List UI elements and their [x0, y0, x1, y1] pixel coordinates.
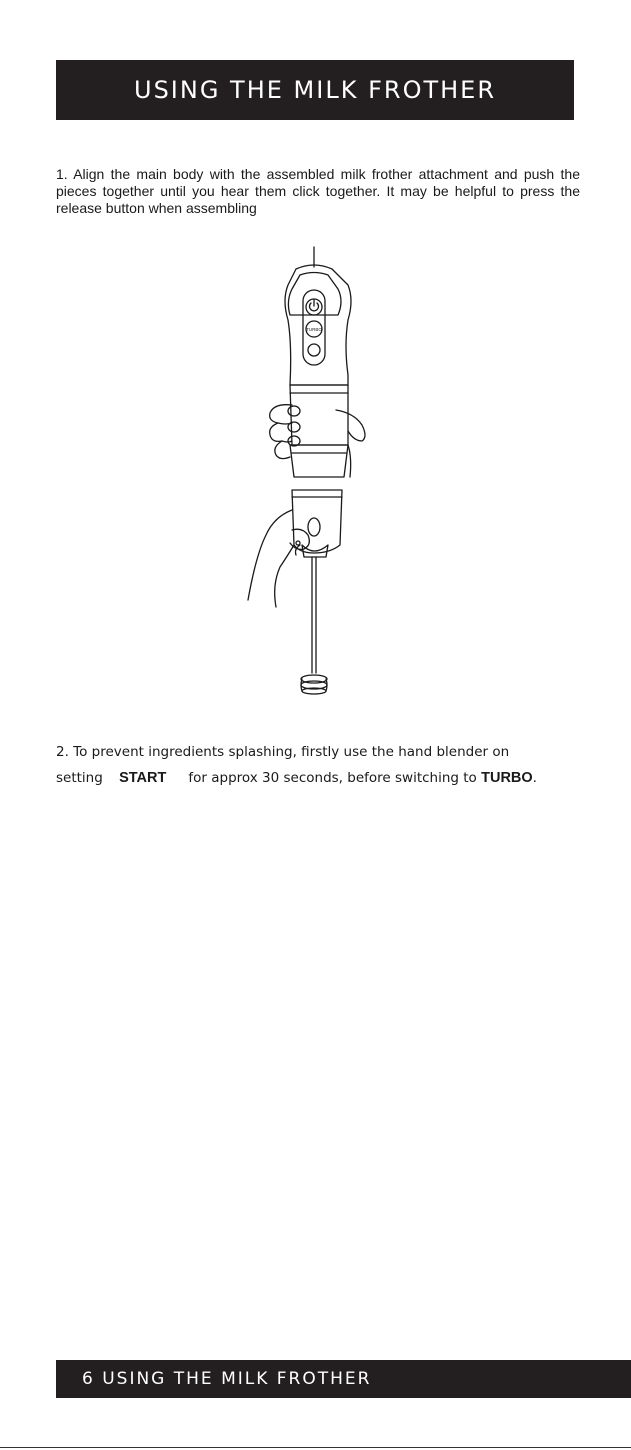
hand-blender-frother-illustration [230, 245, 390, 695]
page-header [56, 60, 574, 120]
step-1-text: 1. Align the main body with the assembled milk frother attachment and push the pieces together until you hear them click together. It may be helpful to press the release button when assembling [56, 166, 580, 216]
start-setting-label: START [119, 770, 167, 786]
footer-page-label: 6 USING THE MILK FROTHER [82, 1369, 372, 1389]
step-2-middle: for approx 30 seconds, before switching to [188, 770, 477, 786]
step-2-line-1: 2. To prevent ingredients splashing, firstly use the hand blender on [56, 744, 510, 760]
page-title: USING THE MILK FROTHER [134, 76, 496, 104]
step-2-line-2 [56, 765, 580, 791]
turbo-setting-label: TURBO [481, 770, 533, 786]
bottom-divider [0, 1447, 631, 1448]
turbo-button-label: TURBO [306, 327, 322, 332]
step-2-text [56, 739, 580, 791]
page-footer [56, 1360, 631, 1398]
step-2-prefix: setting [56, 770, 103, 786]
step-2-end: . [532, 770, 537, 786]
